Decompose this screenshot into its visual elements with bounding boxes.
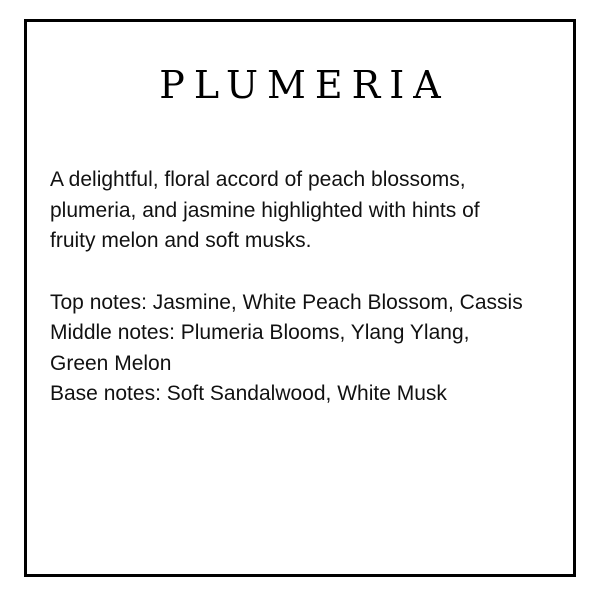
card-title: PLUMERIA xyxy=(159,63,450,107)
base-notes: Base notes: Soft Sandalwood, White Musk xyxy=(50,382,447,405)
fragrance-card xyxy=(24,19,576,577)
card-content xyxy=(50,165,530,410)
fragrance-description: A delightful, floral accord of peach blossoms, plumeria, and jasmine highlighted with hints of fruity melon and soft musks. xyxy=(50,168,480,252)
top-notes: Top notes: Jasmine, White Peach Blossom, Cassis xyxy=(50,290,523,314)
middle-notes: Middle notes: Plumeria Blooms, Ylang Ylang, Green Melon xyxy=(50,321,470,375)
